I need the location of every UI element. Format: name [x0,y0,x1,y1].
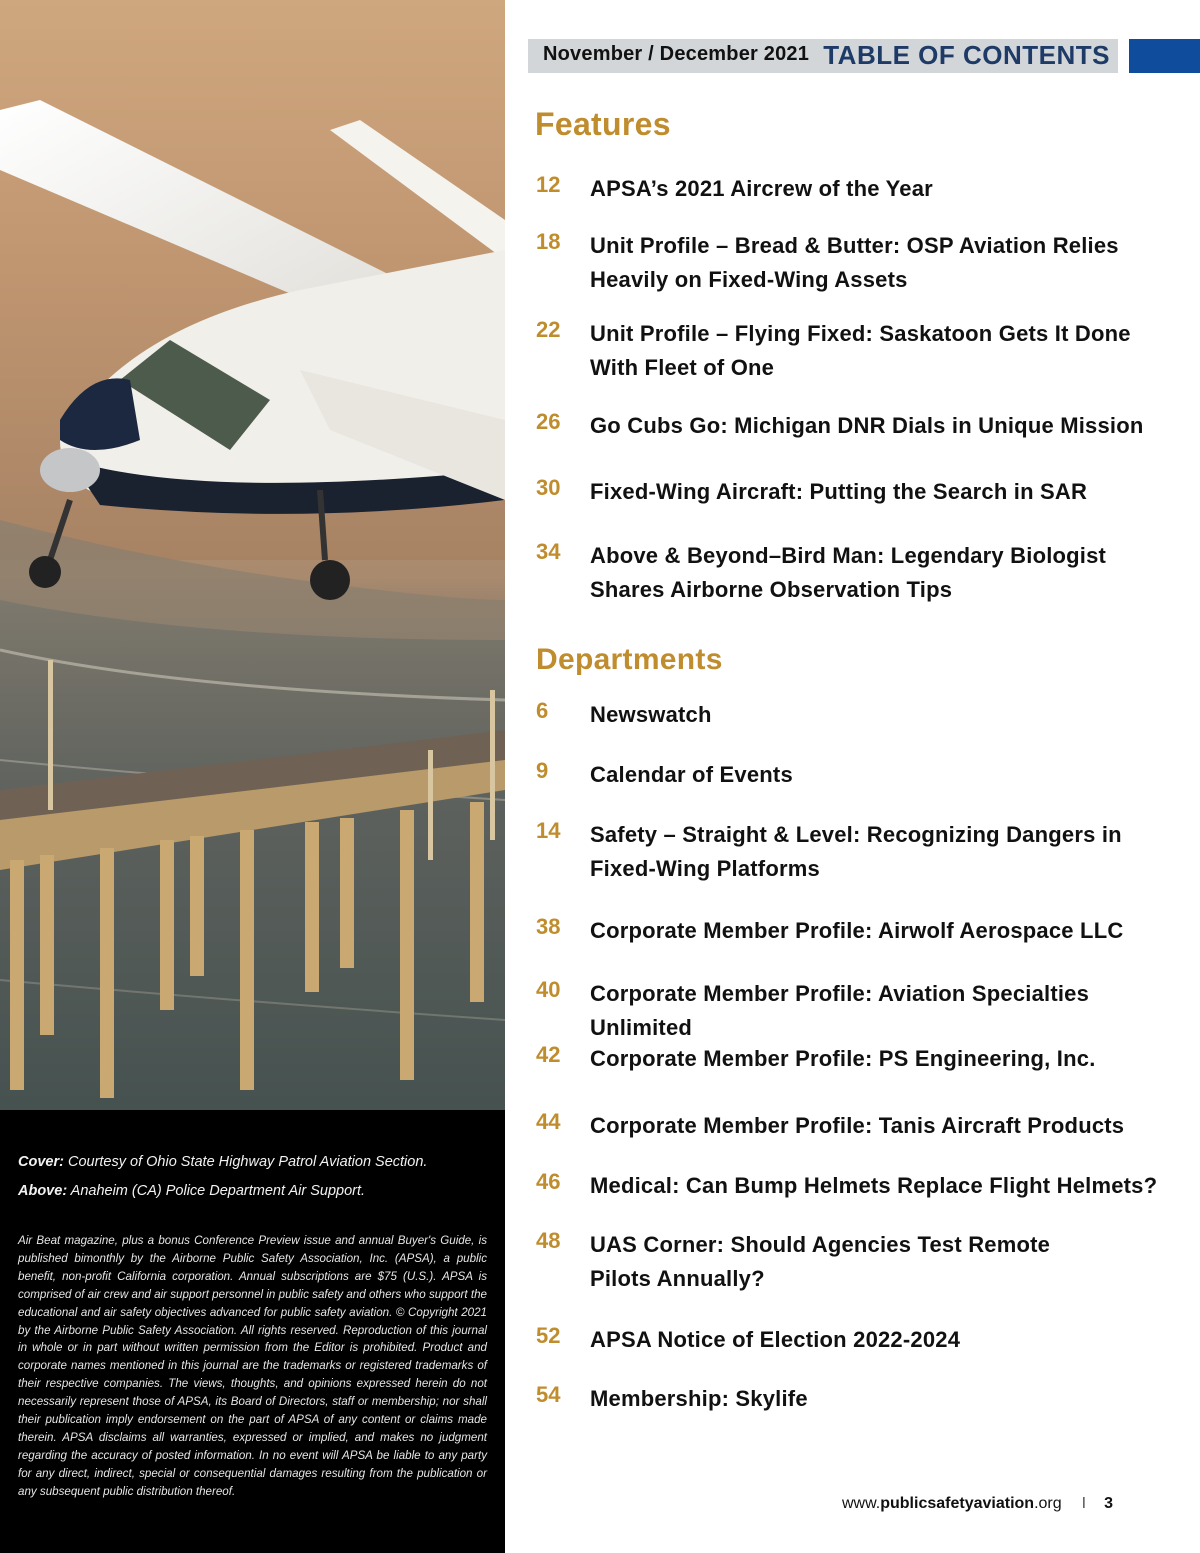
page-number: 3 [1104,1495,1113,1512]
caption-panel [0,1110,505,1553]
toc-page-number: 48 [536,1228,561,1253]
toc-title: Membership: Skylife [590,1386,808,1411]
toc-page-number: 6 [536,698,549,723]
website-link[interactable]: www.publicsafetyaviation.org [842,1495,1062,1512]
toc-title: Corporate Member Profile: Tanis Aircraft Products [590,1113,1125,1138]
toc-page-number: 12 [536,172,561,197]
header-bar [528,39,1118,73]
toc-title: Medical: Can Bump Helmets Replace Flight Helmets? [590,1173,1158,1198]
page-title: TABLE OF CONTENTS [823,40,1110,70]
toc-page-number: 34 [536,539,561,564]
toc-title: Unit Profile – Flying Fixed: Saskatoon Gets It Done With Fleet of One [590,321,1131,380]
toc-page-number: 30 [536,475,561,500]
cover-caption: Cover: Courtesy of Ohio State Highway Patrol Aviation Section. [18,1154,428,1170]
page-footer [842,1495,1113,1513]
above-caption: Above: Anaheim (CA) Police Department Air Support. [18,1183,366,1199]
toc-page-number: 14 [536,818,561,843]
toc-page-number: 44 [536,1109,561,1134]
toc-page-number: 40 [536,977,561,1002]
toc-title: APSA’s 2021 Aircrew of the Year [590,176,933,201]
header-accent-block [1129,39,1200,73]
issue-date: November / December 2021 [543,43,810,65]
toc-title: APSA Notice of Election 2022-2024 [590,1327,961,1352]
features-heading: Features [535,106,671,142]
toc-title: Go Cubs Go: Michigan DNR Dials in Unique Mission [590,413,1144,438]
aircraft-over-pier-photo [0,0,505,1110]
toc-page-number: 38 [536,914,561,939]
legal-notice: Air Beat magazine, plus a bonus Conference Preview issue and annual Buyer's Guide, is published bimonthly by the Airborne Public Safety Association, Inc. (APSA), a public benefit, non-profit California corporation. Annual subscriptions are $75 (U.S.). APSA is comprised of air crew and air support personnel in public safety and others who support the educational and air safety objectives advanced for public safety aviation. © Copyright 2021 by the Airborne Public Safety Association. All rights reserved. Reproduction of this journal in whole or in part without written permission from the Editor is prohibited. Product and corporate names mentioned in this journal are the trademarks or registered trademarks of their respective companies. The views, thoughts, and opinions expressed herein do not necessarily represent those of APSA, its Board of Directors, staff or membership; nor shall their publication imply endorsement on the part of APSA of any content or claims made therein. APSA disclaims all warranties, expressed or implied, and makes no judgment regarding the accuracy of posted information. In no event will APSA be liable to any party for any direct, indirect, special or consequential damages resulting from the publication or any subsequent public distribution thereof. [18,1234,487,1498]
toc-title: Newswatch [590,702,712,727]
toc-title: Safety – Straight & Level: Recognizing Dangers in Fixed-Wing Platforms [590,822,1122,881]
toc-page-number: 42 [536,1042,561,1067]
toc-page-number: 9 [536,758,549,783]
toc-page-number: 46 [536,1169,561,1194]
toc-page-number: 26 [536,409,561,434]
toc-page-number: 54 [536,1382,561,1407]
toc-page-number: 22 [536,317,561,342]
toc-title: Corporate Member Profile: Aviation Specialties Unlimited [590,981,1090,1040]
toc-page-number: 18 [536,229,561,254]
toc-page-number: 52 [536,1323,561,1348]
toc-title: Calendar of Events [590,762,793,787]
cover-photo [0,0,505,1110]
toc-title: Corporate Member Profile: PS Engineering, Inc. [590,1046,1096,1071]
toc-title: Fixed-Wing Aircraft: Putting the Search in SAR [590,479,1088,504]
toc-title: Above & Beyond–Bird Man: Legendary Biologist Shares Airborne Observation Tips [590,543,1107,602]
toc-title: Unit Profile – Bread & Butter: OSP Aviation Relies Heavily on Fixed-Wing Assets [590,233,1119,292]
footer-separator: I [1081,1495,1087,1512]
toc-title: Corporate Member Profile: Airwolf Aerospace LLC [590,918,1124,943]
toc-title: UAS Corner: Should Agencies Test Remote Pilots Annually? [590,1232,1051,1291]
departments-heading: Departments [536,643,723,676]
